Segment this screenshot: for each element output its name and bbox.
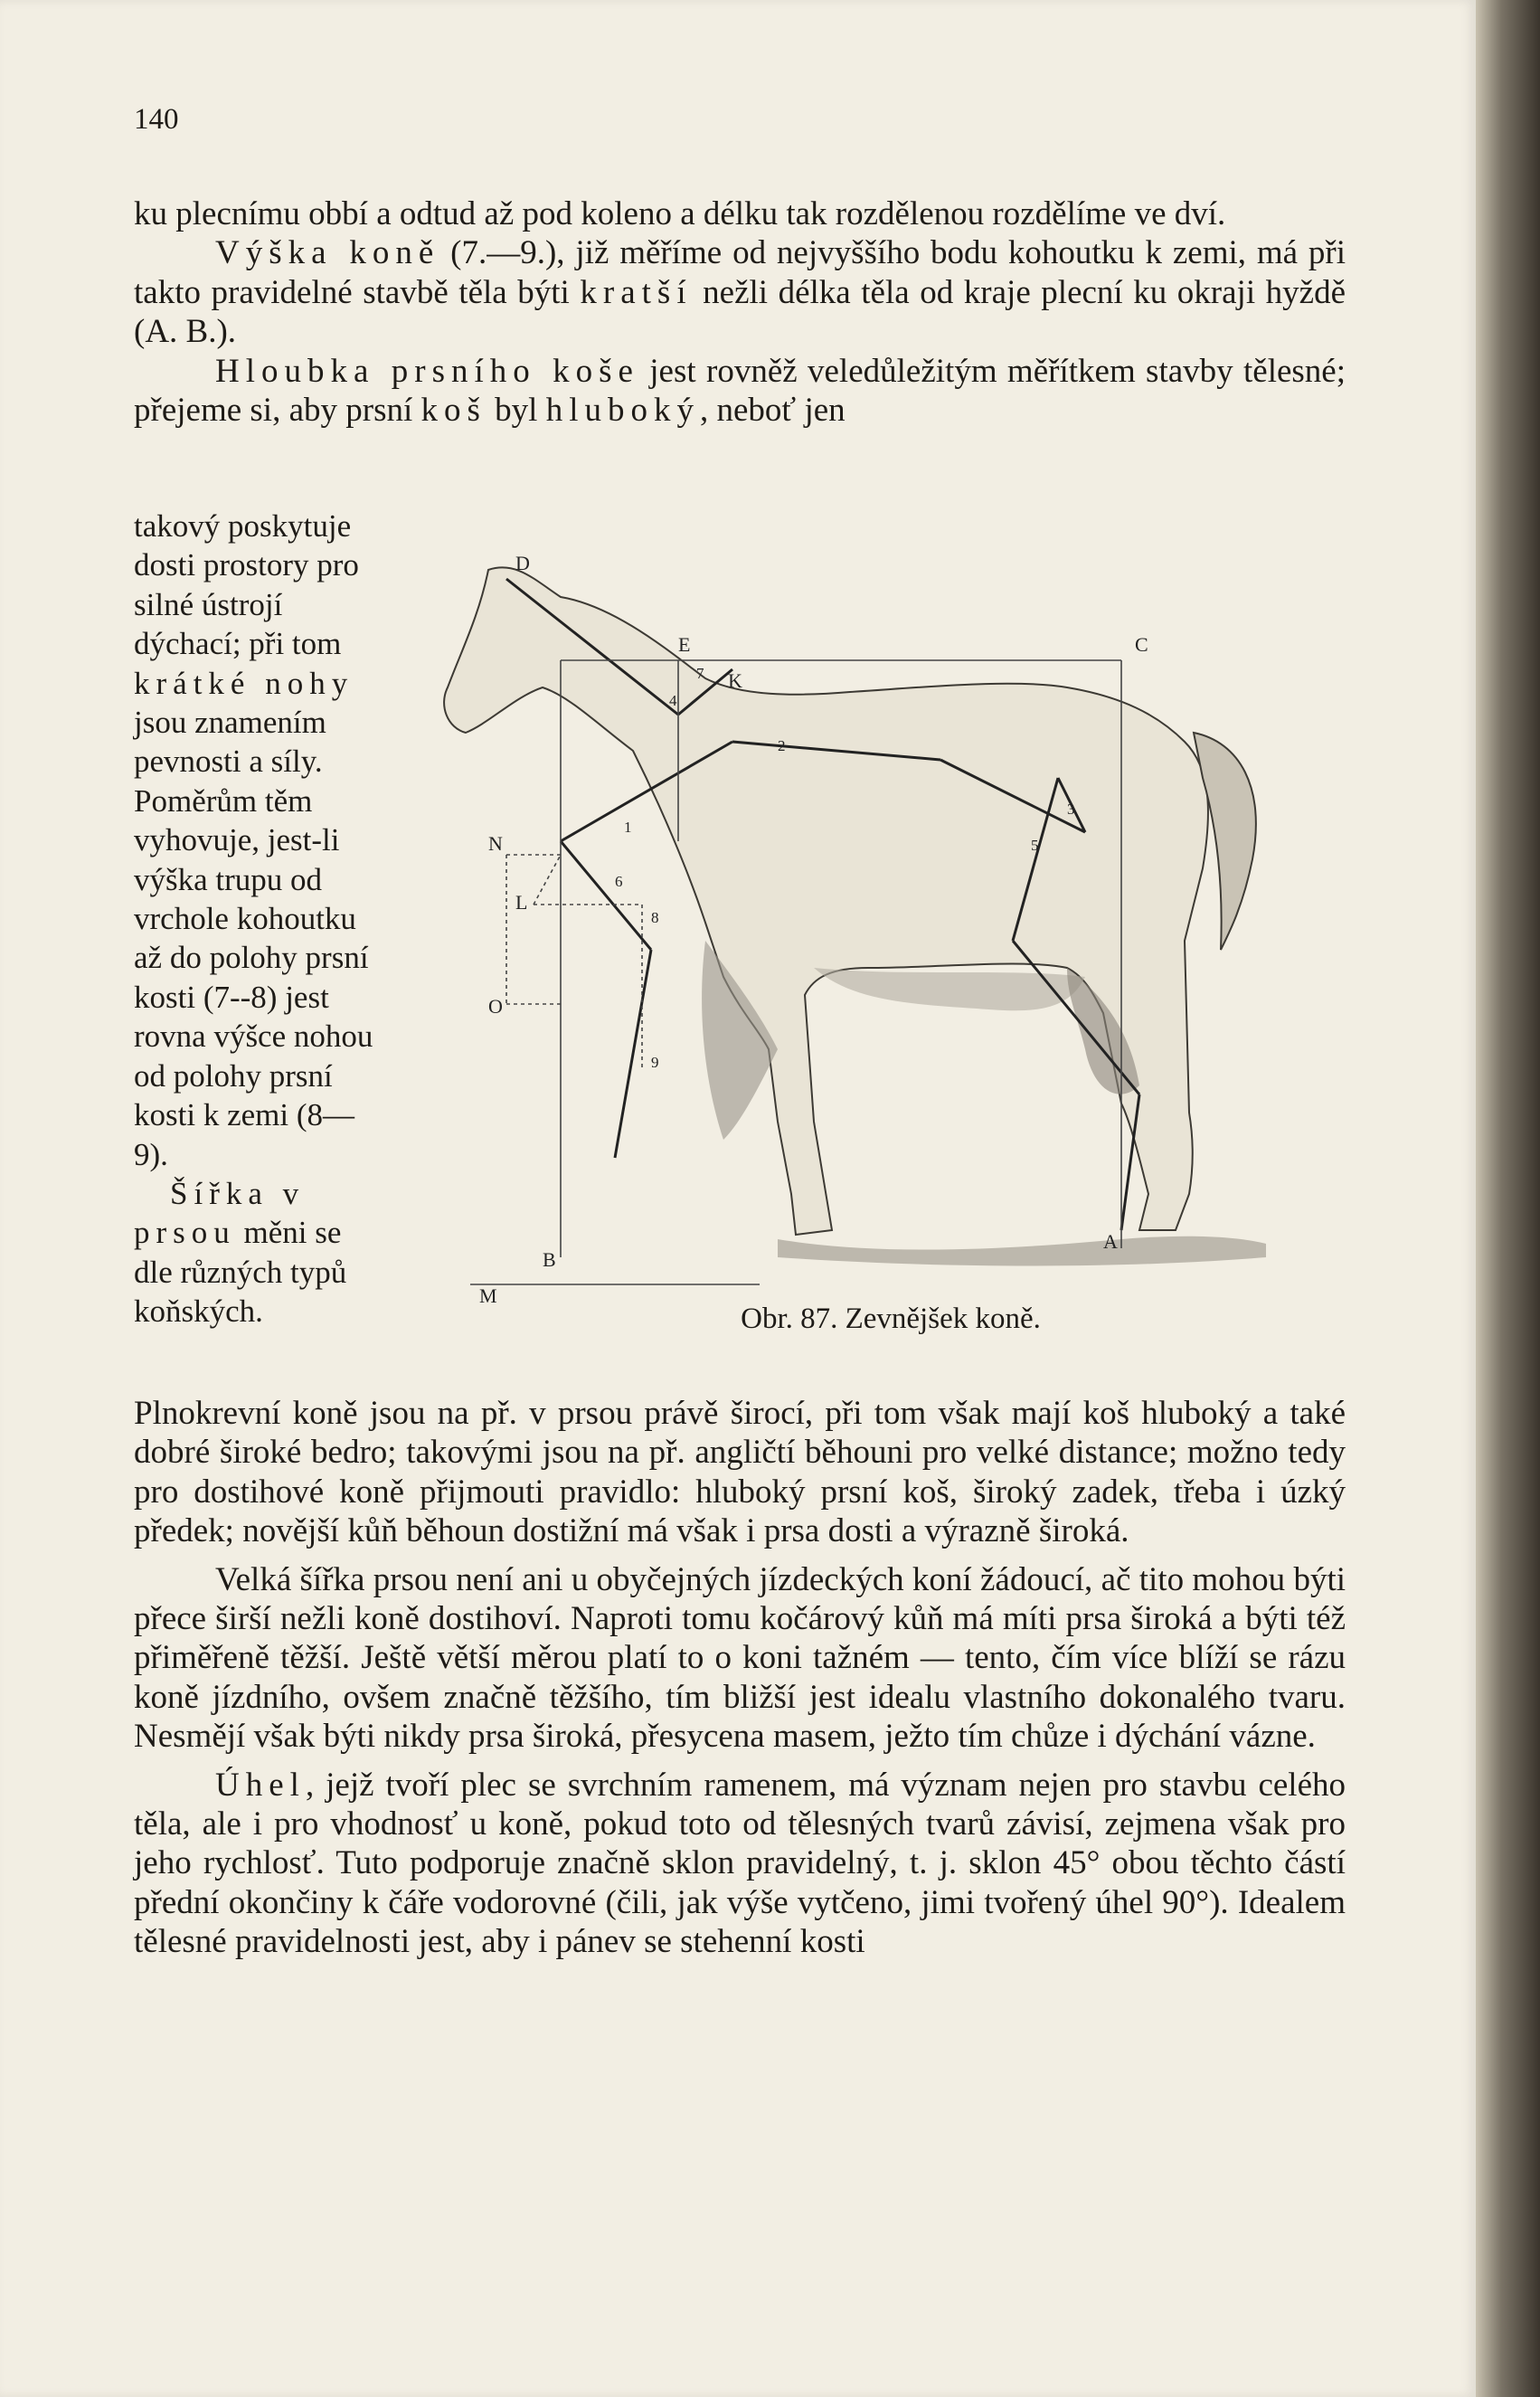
- emphasis-kratsi: kratší: [580, 273, 693, 311]
- float-text-b: jsou znamením pevnosti a síly. Poměrům těm vyhovuje, jest-li výška trupu od vrchole kohoutku až do polohy prsní kosti (7--8) jest rovna výšce nohou od polohy prsní kosti k zemi (8—9).: [134, 705, 373, 1172]
- label-O: O: [488, 995, 503, 1018]
- horse-ground-shadow: [778, 1236, 1266, 1266]
- label-E: E: [678, 633, 691, 656]
- label-D: D: [515, 552, 530, 574]
- term-hloubka: Hloubka prsního koše: [215, 352, 639, 390]
- paragraph-hloubka-text-c: , neboť jen: [699, 392, 846, 430]
- paragraph-plnokrevni: Plnokrevní koně jsou na př. v prsou právě širocí, při tom však mají koš hluboký a také dobré široké bedro; takovými jsou na př. angličtí běhouni pro velké distance; možno tedy pro dostihové koně přijmouti pravidlo: hluboký prsní koš, široký zadek, třeba i úzký předek; novější kůň běhoun dostižní má však i prsa dosti a výrazně široká.: [134, 1395, 1346, 1550]
- label-8: 8: [651, 909, 659, 926]
- paragraph-vyska: [134, 233, 1346, 351]
- paragraph-gap: [134, 1757, 1346, 1766]
- intro-text-block: [134, 194, 1346, 430]
- float-text-a: takový poskytuje dosti prostory pro silné ústrojí dýchací; při tom: [134, 508, 359, 662]
- label-1: 1: [624, 819, 632, 836]
- label-A: A: [1103, 1230, 1118, 1253]
- paragraph-uhel: [134, 1766, 1346, 1962]
- page-number: 140: [134, 103, 179, 136]
- label-B: B: [543, 1248, 556, 1271]
- horse-diagram: [434, 543, 1347, 1307]
- label-C: C: [1135, 633, 1148, 656]
- paragraph-hloubka: [134, 352, 1346, 431]
- term-uhel: Úhel: [215, 1766, 306, 1804]
- paragraph-continuation: ku plecnímu obbí a odtud až pod koleno a délku tak rozdělenou rozdělíme ve dví.: [134, 195, 1226, 232]
- float-text-column: [134, 507, 387, 1331]
- paragraph-vyska-text-b: nežli délka těla od kraje plecní ku okraji hyždě (A. B.).: [134, 273, 1346, 351]
- emphasis-kos: koš: [420, 392, 487, 430]
- after-figure-text: [134, 1394, 1346, 1962]
- figure-caption: Obr. 87. Zevnějšek koně.: [741, 1303, 1041, 1335]
- paragraph-gap: [134, 1551, 1346, 1560]
- paragraph-hloubka-text-a: jest rovněž veledůležitým měřítkem stavby tělesné; přejeme si, aby prsní: [134, 352, 1346, 430]
- label-K: K: [728, 669, 742, 692]
- emphasis-kratke-nohy: krátké nohy: [134, 665, 354, 701]
- paragraph-sirka-text: měni se dle různých typů koňských.: [134, 1215, 347, 1330]
- horse-figure: [434, 543, 1347, 1307]
- line-6: [561, 841, 651, 950]
- label-3: 3: [1067, 801, 1075, 818]
- label-7: 7: [696, 665, 704, 682]
- term-sirka: Šířka v prsou: [134, 1175, 306, 1251]
- emphasis-hluboky: hluboký: [545, 392, 700, 430]
- label-4: 4: [669, 692, 677, 709]
- paragraph-velka-sirka: Velká šířka prsou není ani u obyčejných jízdeckých koní žádoucí, ač tito mohou býti přece širší nežli koně dostihoví. Naproti tomu kočárový kůň má míti prsa široká a býti též přiměřeně těžší. Ještě větší měrou platí to o koni tažném — tento, čím více blíží se rázu koně jízdního, ovšem značně těžšího, tím bližší jest idealu vlastního dokonalého tvaru. Nesmějí však býti nikdy prsa široká, přesycena masem, ježto tím chůze i dýchání vázne.: [134, 1560, 1346, 1756]
- paragraph-hloubka-text-b: byl: [486, 392, 546, 430]
- paragraph-float: [134, 507, 387, 1174]
- paragraph-uhel-text: , jejž tvoří plec se svrchním ramenem, má význam nejen pro stavbu celého těla, ale i pro vhodnosť u koně, pokud toto od tělesných tvarů závisí, zejmena však pro jeho rychlosť. Tuto podporuje značně sklon pravidelný, t. j. sklon 45° obou těchto částí přední okončiny k čáře vodorovné (čili, jak výše vytčeno, jimi tvořený úhel 90°). Idealem tělesné pravidelnosti jest, aby i pánev se stehenní kosti: [134, 1766, 1346, 1961]
- label-M: M: [479, 1284, 497, 1307]
- line-L-diag: [534, 855, 561, 905]
- horse-shadow-belly: [814, 968, 1085, 1010]
- label-6: 6: [615, 873, 623, 890]
- line-fore-leg: [615, 950, 651, 1158]
- horse-outline: [444, 567, 1208, 1235]
- term-vyska-kone: Výška koně: [215, 234, 440, 272]
- paragraph-vyska-text-a: (7.—9.), již měříme od nejvyššího bodu kohoutku k zemi, má při takto pravidelné stavbě těla býti: [134, 234, 1346, 311]
- label-5: 5: [1031, 837, 1039, 854]
- paragraph-sirka: [134, 1174, 387, 1331]
- label-N: N: [488, 832, 503, 855]
- book-spine-edge: [1476, 0, 1540, 2397]
- label-9: 9: [651, 1054, 659, 1071]
- label-L: L: [515, 891, 528, 914]
- horse-illustration: [444, 567, 1266, 1265]
- label-2: 2: [778, 737, 786, 754]
